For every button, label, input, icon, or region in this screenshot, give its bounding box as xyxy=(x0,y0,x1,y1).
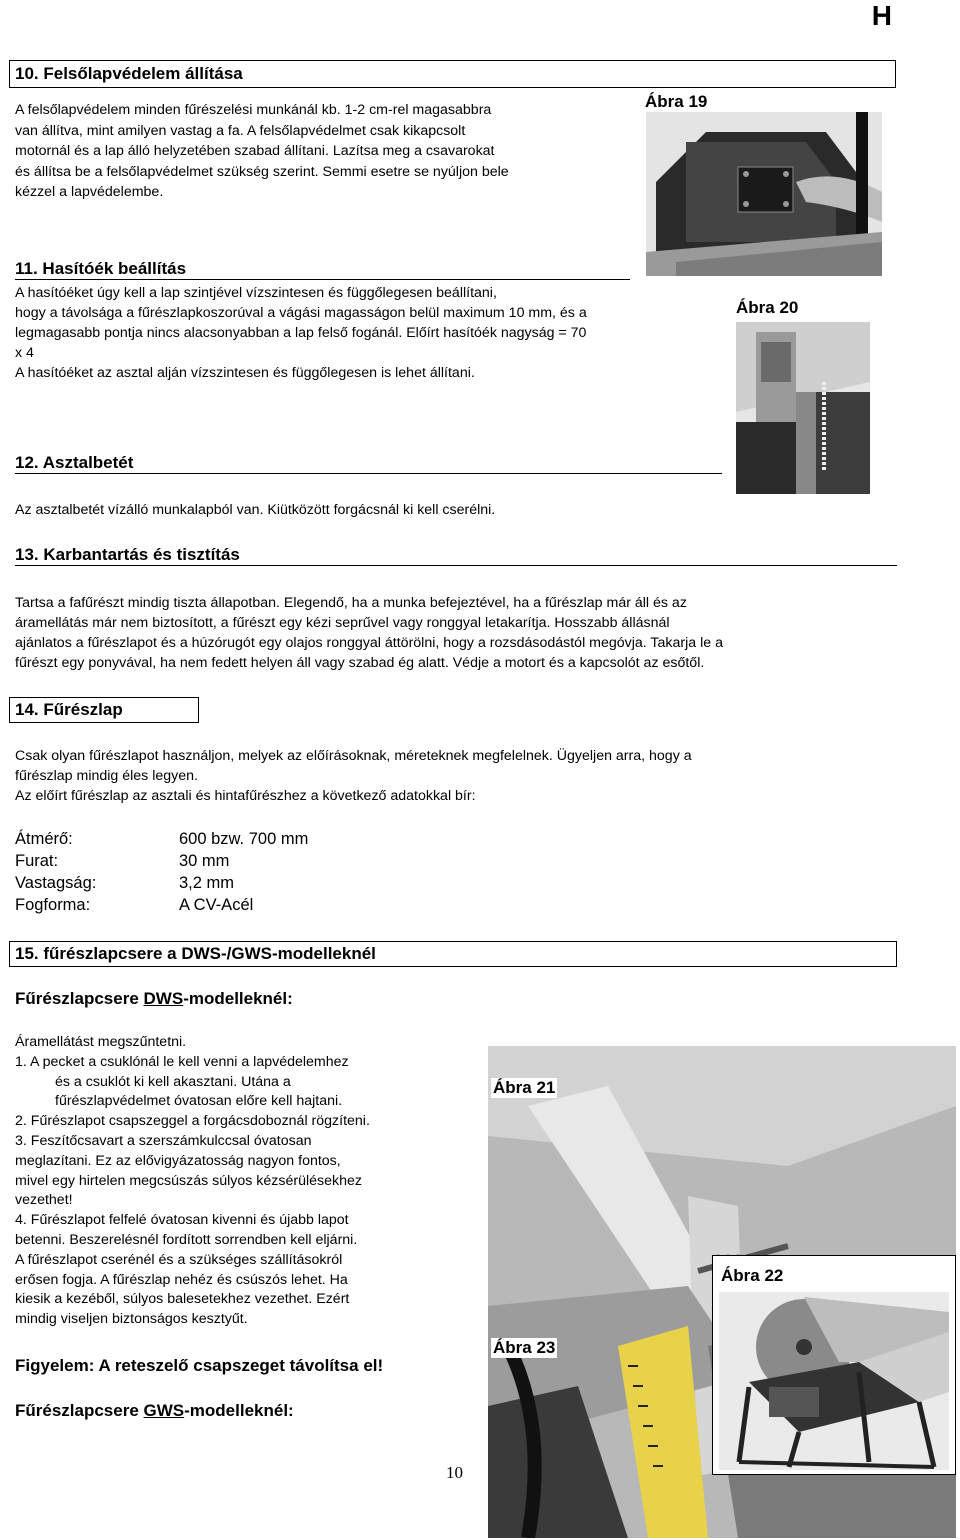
text-line: Tartsa a fafűrészt mindig tiszta állapotban. Elegendő, ha a munka befejeztével, ha a fűrészlap már áll és az xyxy=(15,595,687,611)
text-line: Áramellátást megszűntetni. xyxy=(15,1034,187,1050)
text-line: fűrészt egy ponyvával, ha nem fedett helyen áll vagy szabad ég alatt. Védje a motort és a kapcsolót az esőtől. xyxy=(15,655,705,671)
text-line: 2. Fűrészlapot csapszeggel a forgácsdoboznál rögzíteni. xyxy=(15,1113,370,1130)
spec-key: Vastagság: xyxy=(15,874,97,892)
spec-row xyxy=(15,872,234,894)
text-line: és állítsa be a felsőlapvédelmet szükség szerint. Semmi esetre se nyúljon bele xyxy=(15,163,509,180)
text-line: mivel egy hirtelen megcsúszás súlyos kézsérülésekhez xyxy=(15,1172,362,1189)
figure-23-label: Ábra 23 xyxy=(493,1338,556,1357)
text-line: fűrészlapvédelmet óvatosan előre kell hajtani. xyxy=(55,1093,343,1110)
text-line: fűrészlap mindig éles legyen. xyxy=(15,768,198,784)
text-line: 4. Fűrészlapot felfelé óvatosan kivenni és újabb lapot xyxy=(15,1212,349,1229)
figure-22-label: Ábra 22 xyxy=(721,1266,784,1285)
text-line: hogy a távolsága a fűrészlapkoszorúval a vágási magasságon belül maximum 10 mm, és a xyxy=(15,305,587,321)
text-line: A hasítóéket az asztal alján vízszintesen és függőlegesen is lehet állítani. xyxy=(15,365,475,381)
text-line: és a csuklót ki kell akasztani. Utána a xyxy=(55,1073,291,1090)
spec-key: Furat: xyxy=(15,852,59,870)
figure-19-label: Ábra 19 xyxy=(645,92,708,111)
text-line: Az előírt fűrészlap az asztali és hintafűrészhez a következő adatokkal bír: xyxy=(15,788,476,804)
text-line: legmagasabb pontja nincs alacsonyabban a lap felső fogánál. Előírt hasítóék nagyság = 70 xyxy=(15,325,587,341)
section-13-title: 13. Karbantartás és tisztítás xyxy=(15,544,897,566)
spec-value: A CV-Acél xyxy=(179,896,254,914)
warning-text: Figyelem: A reteszelő csapszeget távolítsa el! xyxy=(15,1356,384,1375)
text-line: motornál és a lap álló helyzetében szabad állítani. Lazítsa meg a csavarokat xyxy=(15,143,495,159)
figure-19-photo xyxy=(646,112,882,276)
text-line: kiesik a kezéből, súlyos balesetekhez vezethet. Ezért xyxy=(15,1291,350,1308)
gws-subtitle-model: GWS xyxy=(143,1401,185,1420)
section-13-text xyxy=(15,593,915,673)
circular-saw-illustration xyxy=(719,1292,949,1470)
spec-row xyxy=(15,828,308,850)
saw-guard-illustration xyxy=(646,112,882,276)
figure-22-inset xyxy=(712,1255,956,1475)
text-line: mindig viseljen biztonságos kesztyűt. xyxy=(15,1311,248,1328)
section-15-title: 15. fűrészlapcsere a DWS-/GWS-modelleknél xyxy=(9,941,897,967)
section-15-steps xyxy=(15,1033,485,1330)
section-14-text xyxy=(15,746,915,806)
section-11-text xyxy=(15,283,727,383)
text-line: ajánlatos a fűrészlapot és a húzórugót egy olajos ronggyal áttörölni, hogy a rozsdásodástól megóvja. Takarja le a xyxy=(15,635,723,651)
gws-subtitle xyxy=(15,1401,294,1421)
spec-key: Átmérő: xyxy=(15,830,73,848)
section-14-title: 14. Fűrészlap xyxy=(9,697,199,723)
spec-value: 30 mm xyxy=(179,852,230,870)
spec-row xyxy=(15,850,229,872)
dws-subtitle xyxy=(15,989,293,1009)
text-line: 3. Feszítőcsavart a szerszámkulccsal óvatosan xyxy=(15,1132,312,1149)
spec-key: Fogforma: xyxy=(15,896,91,914)
text-line: x 4 xyxy=(15,345,34,361)
figure-20-label: Ábra 20 xyxy=(736,298,799,317)
dws-subtitle-pre: Fűrészlapcsere xyxy=(15,989,144,1008)
riving-knife-illustration xyxy=(736,322,870,494)
text-line: meglazítani. Ez az elővigyázatosság nagyon fontos, xyxy=(15,1152,341,1169)
spec-value: 600 bzw. 700 mm xyxy=(179,830,309,848)
figure-21-label: Ábra 21 xyxy=(493,1078,556,1097)
text-line: erősen fogja. A fűrészlap nehéz és csúszós lehet. Ha xyxy=(15,1271,348,1288)
text-line: A hasítóéket úgy kell a lap szintjével vízszintesen és függőlegesen beállítani, xyxy=(15,285,497,301)
spec-row xyxy=(15,894,253,916)
dws-subtitle-post: -modelleknél: xyxy=(183,989,293,1008)
page-number: 10 xyxy=(446,1463,463,1482)
dws-subtitle-model: DWS xyxy=(143,989,184,1008)
text-line: A fűrészlapot cserénél és a szükséges szállításokról xyxy=(15,1251,343,1268)
text-line: áramellátás már nem biztosított, a fűrészt egy kézi seprűvel vagy ronggyal letakarítja. Hosszabb állásnál xyxy=(15,615,670,631)
text-line: van állítva, mint amilyen vastag a fa. A felsőlapvédelmet csak kikapcsolt xyxy=(15,122,466,139)
text-line: Csak olyan fűrészlapot használjon, melyek az előírásoknak, méreteknek megfelelnek. Ügyeljen arra, hogy a xyxy=(15,748,692,764)
text-line: betenni. Beszerelésnél fordított sorrendben kell eljárni. xyxy=(15,1231,358,1248)
figure-20-photo xyxy=(736,322,870,494)
text-line: 1. A pecket a csuklónál le kell venni a lapvédelemhez xyxy=(15,1053,349,1070)
text-line: vezethet! xyxy=(15,1192,73,1209)
spec-value: 3,2 mm xyxy=(179,874,235,892)
gws-subtitle-pre: Fűrészlapcsere xyxy=(15,1401,144,1420)
text-line: kézzel a lapvédelembe. xyxy=(15,184,164,200)
section-10-title: 10. Felsőlapvédelem állítása xyxy=(9,60,896,88)
language-marker: H xyxy=(871,0,892,31)
text-line: A felsőlapvédelem minden fűrészelési munkánál kb. 1-2 cm-rel magasabbra xyxy=(15,102,492,118)
section-11-title: 11. Hasítóék beállítás xyxy=(15,258,630,280)
section-12-text: Az asztalbetét vízálló munkalapból van. Kiütközött forgácsnál ki kell cserélni. xyxy=(15,502,496,518)
section-10-text xyxy=(15,100,635,203)
section-12-title: 12. Asztalbetét xyxy=(15,452,722,474)
gws-subtitle-post: -modelleknél: xyxy=(184,1401,294,1420)
